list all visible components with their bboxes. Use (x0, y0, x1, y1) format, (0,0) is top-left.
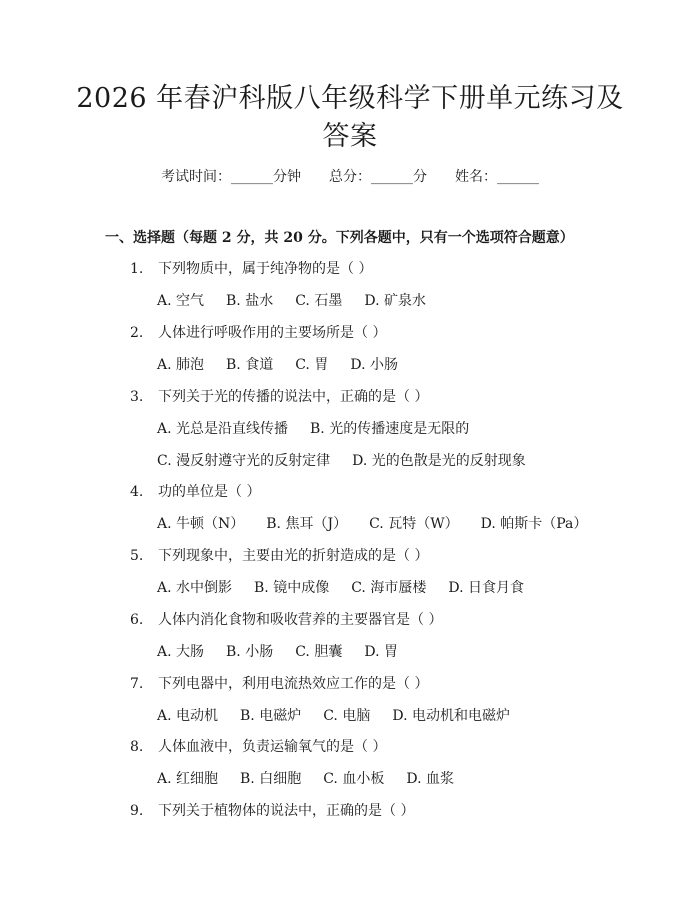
question-text: 下列关于植物体的说法中，正确的是（ ） (158, 803, 415, 819)
exam-name: 姓名：______ (455, 169, 539, 185)
question-stem (130, 482, 260, 502)
question-number: 6. (130, 612, 144, 628)
answer-option: B. 小肠 (226, 644, 274, 660)
answer-option: C. 血小板 (323, 771, 385, 787)
question-number: 3. (130, 389, 144, 405)
option-row (157, 419, 491, 439)
title-line-1: 2026 年春沪科版八年级科学下册单元练习及 (76, 83, 624, 114)
exam-time: 考试时间：______分钟 (161, 169, 301, 185)
answer-option: D. 血浆 (406, 771, 454, 787)
option-row (157, 578, 546, 598)
answer-option: B. 光的传播速度是无限的 (310, 421, 470, 437)
answer-option: A. 水中倒影 (157, 580, 233, 596)
question-number: 4. (130, 484, 144, 500)
answer-option: B. 电磁炉 (240, 708, 302, 724)
question-text: 人体内消化食物和吸收营养的主要器官是（ ） (158, 612, 443, 628)
answer-option: A. 牛顿（N） (157, 516, 245, 532)
question-number: 1. (130, 261, 144, 277)
question-stem (130, 323, 386, 343)
question-stem (130, 546, 428, 566)
question-text: 下列电器中，利用电流热效应工作的是（ ） (158, 676, 429, 692)
question-text: 功的单位是（ ） (158, 484, 261, 500)
question-text: 人体血液中，负责运输氧气的是（ ） (158, 739, 387, 755)
answer-option: D. 光的色散是光的反射现象 (352, 453, 526, 469)
answer-option: A. 电动机 (157, 708, 219, 724)
question-number: 8. (130, 739, 144, 755)
answer-option: D. 小肠 (350, 357, 398, 373)
question-number: 7. (130, 676, 144, 692)
answer-option: C. 海市蜃楼 (351, 580, 427, 596)
answer-option: C. 瓦特（W） (369, 516, 459, 532)
option-row (157, 514, 609, 534)
answer-option: D. 电动机和电磁炉 (392, 708, 510, 724)
question-stem (130, 259, 372, 279)
document-title (60, 80, 640, 156)
answer-option: B. 白细胞 (240, 771, 302, 787)
answer-option: C. 电脑 (323, 708, 371, 724)
question-stem (130, 674, 428, 694)
answer-option: A. 肺泡 (157, 357, 205, 373)
question-text: 人体进行呼吸作用的主要场所是（ ） (158, 325, 387, 341)
question-stem (130, 610, 442, 630)
option-row (157, 451, 548, 471)
answer-option: C. 漫反射遵守光的反射定律 (157, 453, 331, 469)
exam-total-score: 总分：______分 (329, 169, 427, 185)
section-header: 一、选择题（每题 2 分，共 20 分。下列各题中，只有一个选项符合题意） (105, 230, 574, 246)
question-stem (130, 801, 414, 821)
question-text: 下列关于光的传播的说法中，正确的是（ ） (158, 389, 429, 405)
answer-option: A. 大肠 (157, 644, 205, 660)
answer-option: D. 矿泉水 (364, 293, 426, 309)
answer-option: B. 食道 (226, 357, 274, 373)
answer-option: A. 红细胞 (157, 771, 219, 787)
answer-option: C. 胃 (295, 357, 329, 373)
title-line-2: 答案 (322, 121, 378, 152)
answer-option: D. 日食月食 (448, 580, 524, 596)
question-number: 2. (130, 325, 144, 341)
answer-option: B. 焦耳（J） (266, 516, 348, 532)
answer-option: D. 胃 (364, 644, 398, 660)
exam-info (0, 167, 700, 187)
option-row (157, 706, 532, 726)
answer-option: B. 盐水 (226, 293, 274, 309)
question-text: 下列现象中，主要由光的折射造成的是（ ） (158, 548, 429, 564)
answer-option: A. 光总是沿直线传播 (157, 421, 289, 437)
answer-option: B. 镜中成像 (254, 580, 330, 596)
option-row (157, 642, 420, 662)
option-row (157, 769, 476, 789)
question-number: 5. (130, 548, 144, 564)
question-text: 下列物质中，属于纯净物的是（ ） (158, 261, 373, 277)
question-number: 9. (130, 803, 144, 819)
question-stem (130, 387, 428, 407)
option-row (157, 291, 448, 311)
question-stem (130, 737, 386, 757)
answer-option: D. 帕斯卡（Pa） (480, 516, 588, 532)
answer-option: C. 胆囊 (295, 644, 343, 660)
answer-option: A. 空气 (157, 293, 205, 309)
answer-option: C. 石墨 (295, 293, 343, 309)
option-row (157, 355, 420, 375)
